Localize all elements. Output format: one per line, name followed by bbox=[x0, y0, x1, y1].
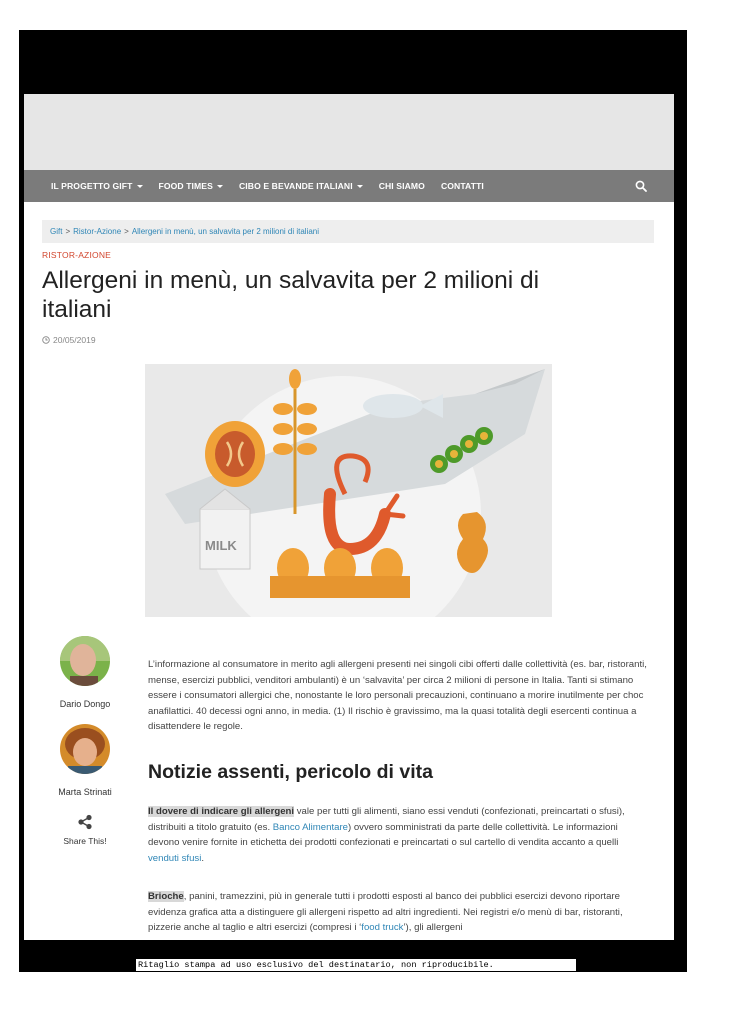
nav-item-cibo-bevande[interactable] bbox=[239, 181, 363, 191]
nav-item-label: CHI SIAMO bbox=[378, 181, 425, 191]
paragraph-text: Il dovere di indicare gli allergeni vale per tutti gli alimenti, siano essi venduti (confezionati, preincartati o sfusi), distribuiti a titolo gratuito (es. Banco Alimentare) ovvero somministrati da parte delle collettività. Le informazioni devono venire fornite in etichetta dei prodotti confezionati e preincartati o sul cartello di vendita accanto a quelli venduti sfusi. bbox=[148, 806, 625, 864]
link-banco-alimentare[interactable]: Banco Alimentare bbox=[272, 821, 348, 833]
hero-milk-label: MILK bbox=[205, 538, 237, 553]
breadcrumb bbox=[42, 220, 654, 243]
article-date bbox=[42, 335, 96, 345]
breadcrumb-section-link[interactable]: Ristor-Azione bbox=[73, 227, 122, 236]
paragraph-text: L’informazione al consumatore in merito agli allergeni presenti nei singoli cibi offerti dalle collettività (es. bar, ristoranti, mense, esercizi pubblici, venditori ambulanti) è un ‘salvavita’ per circa 2 milioni di persone in Italia. Tanti si stimano essere i consumatori allergici che, nonostante le loro personali precauzioni, continuano a morire inutilmente per choc anafilattici. 40 decessi ogni anno, in media. (1) Il rischio è gravissimo, ma la quasi totalità degli esercenti continua a disattendere le regole. bbox=[148, 659, 647, 733]
clock-icon bbox=[42, 336, 50, 344]
article-date-text: 20/05/2019 bbox=[53, 335, 96, 345]
share-label: Share This! bbox=[63, 836, 107, 846]
nav-item-label: FOOD TIMES bbox=[158, 181, 213, 191]
link-food-truck[interactable]: food truck bbox=[361, 922, 404, 934]
nav-item-chi-siamo[interactable] bbox=[379, 181, 425, 191]
nav-item-label: CIBO E BEVANDE ITALIANI bbox=[238, 181, 353, 191]
author-card[interactable] bbox=[40, 636, 130, 709]
author-name[interactable]: Marta Strinati bbox=[58, 787, 112, 797]
caret-down-icon bbox=[357, 185, 363, 188]
header-banner bbox=[24, 94, 674, 170]
hero-image-allergens-illustration bbox=[145, 364, 552, 617]
share-icon[interactable] bbox=[77, 814, 93, 830]
paragraph-text: Brioche, panini, tramezzini, più in generale tutti i prodotti esposti al banco dei pubblici esercizi devono riportare evidenza grafica atta a distinguere gli allergeni rispetto ad altri ingredienti. Nei registri e/o menù di bar, ristoranti, pizzerie anche al taglio e altri esercizi (compresi i ‘food truck’), gli allergeni bbox=[148, 891, 623, 934]
highlighted-text: Brioche bbox=[148, 891, 184, 902]
breadcrumb-separator: > bbox=[124, 227, 129, 236]
highlighted-text: Il dovere di indicare gli allergeni bbox=[148, 806, 295, 817]
nav-item-progetto-gift[interactable] bbox=[51, 181, 143, 191]
caret-down-icon bbox=[217, 185, 223, 188]
nav-item-label: IL PROGETTO GIFT bbox=[51, 181, 133, 191]
author-card[interactable] bbox=[40, 724, 130, 797]
breadcrumb-separator: > bbox=[65, 227, 71, 236]
main-navigation bbox=[24, 170, 674, 202]
nav-item-contatti[interactable] bbox=[441, 181, 484, 191]
nav-item-label: CONTATTI bbox=[440, 181, 484, 191]
breadcrumb-home-link[interactable]: Gift bbox=[50, 227, 63, 236]
article-category[interactable]: RISTOR-AZIONE bbox=[42, 250, 112, 260]
breadcrumb-current[interactable]: Allergeni in menù, un salvavita per 2 milioni di italiani bbox=[131, 227, 320, 236]
article-paragraph-2 bbox=[148, 804, 648, 866]
search-icon[interactable] bbox=[635, 180, 647, 192]
caret-down-icon bbox=[137, 185, 143, 188]
article-paragraph-intro bbox=[148, 657, 648, 735]
press-clipping-stamp: Ritaglio stampa ad uso esclusivo del destinatario, non riproducibile. bbox=[136, 959, 576, 971]
nav-item-food-times[interactable] bbox=[159, 181, 223, 191]
author-name[interactable]: Dario Dongo bbox=[59, 699, 111, 709]
web-page bbox=[24, 94, 674, 940]
link-venduti-sfusi[interactable]: venduti sfusi bbox=[148, 852, 202, 864]
share-widget[interactable] bbox=[40, 814, 130, 846]
article-paragraph-3 bbox=[148, 889, 648, 936]
author-avatar[interactable] bbox=[60, 724, 110, 774]
section-heading: Notizie assenti, pericolo di vita bbox=[148, 761, 433, 783]
author-avatar[interactable] bbox=[60, 636, 110, 686]
article-title: Allergeni in menù, un salvavita per 2 milioni di italiani bbox=[42, 267, 540, 323]
